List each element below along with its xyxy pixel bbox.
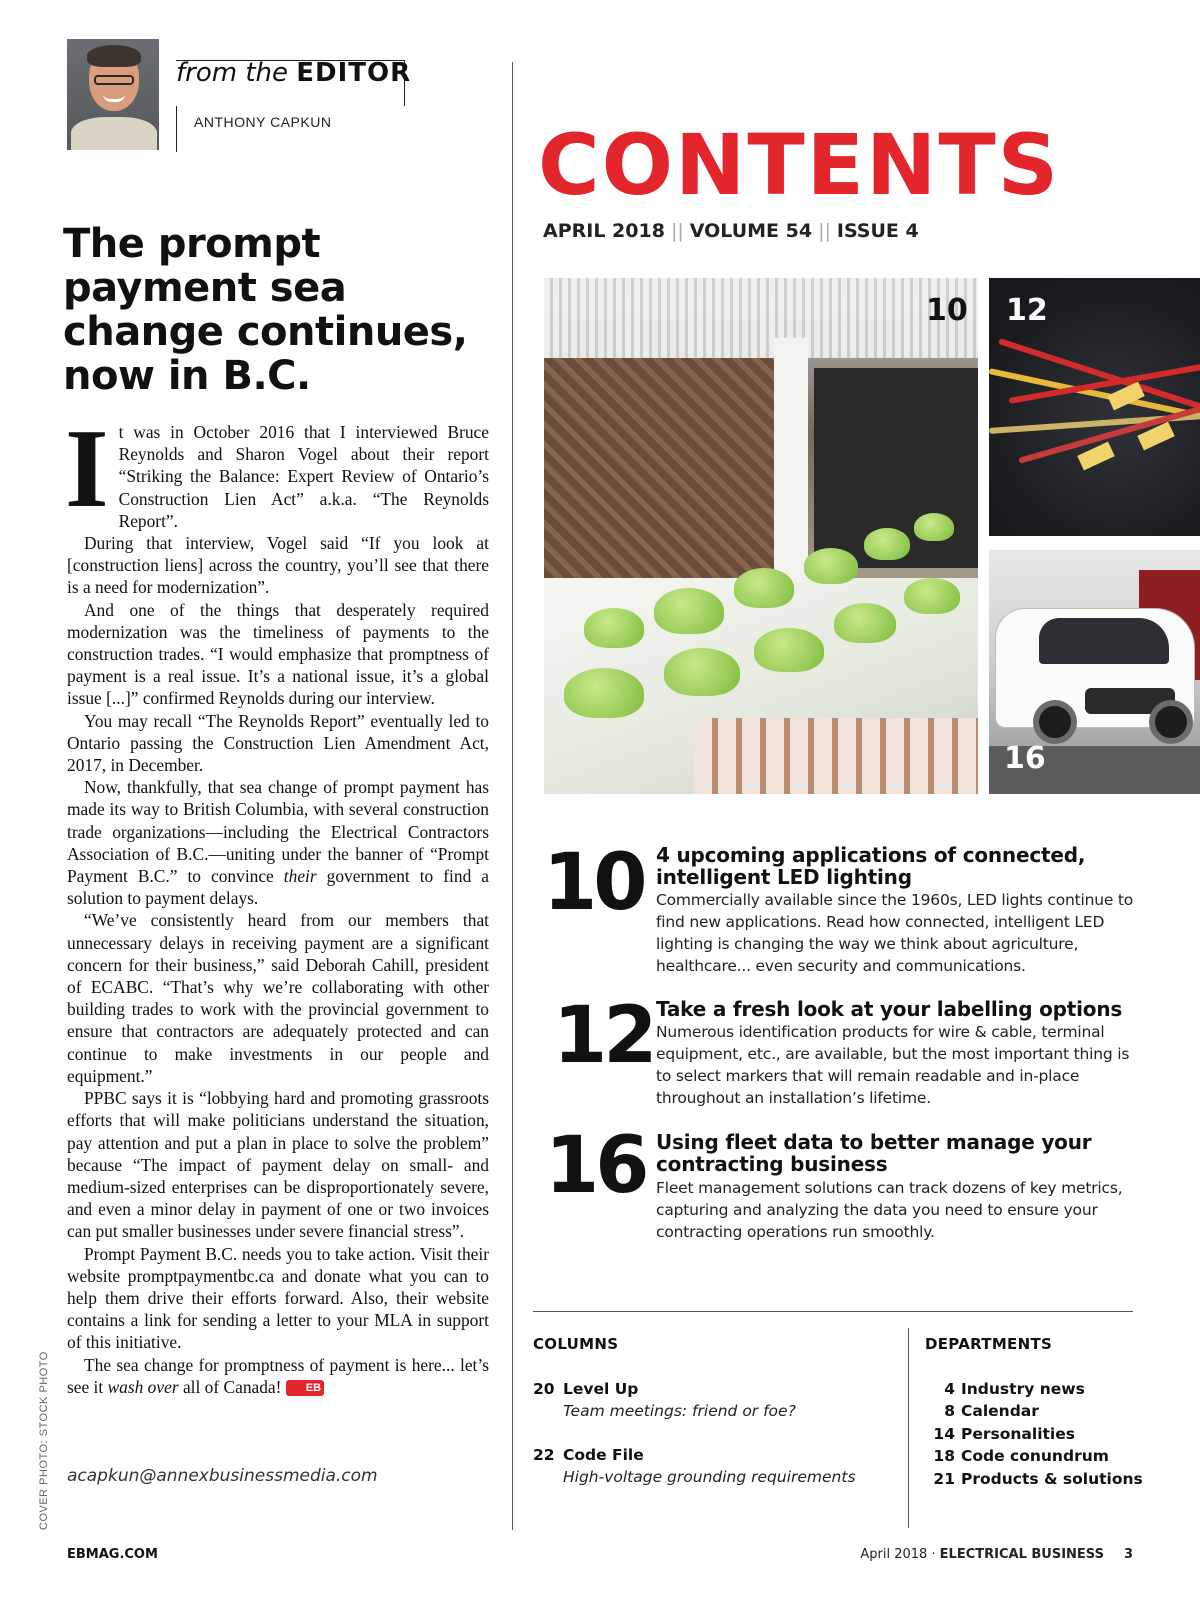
feature-description: Commercially available since the 1960s, LED lights continue to find new applications. Read how connected, intelligent LED lighting is changing the way we think about agriculture, healthcare... even security and communications. (656, 891, 1134, 975)
editor-heading-from: from the (176, 58, 297, 88)
feature-description: Numerous identification products for wire & cable, terminal equipment, etc., are available, but the most important thing is to select markers that will remain readable and in-place throughout an installation’s lifetime. (656, 1023, 1130, 1107)
photo-page-number: 16 (1004, 741, 1046, 776)
editorial-paragraph: The sea change for promptness of payment is here... let’s see it wash over all of Canada! EB (67, 1354, 489, 1397)
page-number: 3 (1123, 1547, 1133, 1562)
editorial-paragraph: “We’ve consistently heard from our members that unnecessary delays in receiving payment are a significant concern for their business,” said Deborah Cahill, president of ECABC. “That’s why we’re collaborating with other building trades to work with the provincial government to ensure that contractors are adequately protected and can continue to make investments in our people and equipment.” (67, 910, 489, 1086)
footer-date: April 2018 · (860, 1547, 940, 1562)
editorial-paragraph: PPBC says it is “lobbying hard and promoting grassroots efforts that will make politicians understand the situation, pay attention and put a plan in place to solve the problem” because “The impact of payment delay on small- and medium-sized enterprises can be disproportionately severe, and even a minor delay in payment of one or two invoices can put smaller businesses under severe financial stress”. (67, 1088, 489, 1242)
column-item[interactable]: 22 Code File High-voltage grounding requirements (533, 1446, 856, 1486)
feature-page-number: 10 (543, 838, 644, 928)
editorial-paragraph: You may recall “The Reynolds Report” eventually led to Ontario passing the Construction Lien Amendment Act, 2017, in December. (67, 710, 489, 776)
editorial-paragraph: And one of the things that desperately required modernization was the timeliness of payments to the construction trades. “I would emphasize that promptness of payment is a real issue. It’s a national issue, it’s a global issue [...]” confirmed Reynolds during our interview. (67, 599, 489, 709)
feature-title-link[interactable]: 4 upcoming applications of connected, intelligent LED lighting (656, 843, 1086, 889)
editorial-paragraph: During that interview, Vogel said “If you look at [construction liens] across the country, you’ll see that there is a need for modernization”. (67, 533, 489, 598)
editor-name: ANTHONY CAPKUN (194, 114, 332, 130)
footer-publication: ELECTRICAL BUSINESS (939, 1547, 1104, 1562)
issue-number: ISSUE 4 (836, 220, 919, 242)
issue-separator: || (818, 220, 831, 242)
columns-heading: COLUMNS (533, 1335, 619, 1353)
editor-name-divider (176, 106, 177, 152)
editorial-paragraph: Prompt Payment B.C. needs you to take action. Visit their website promptpaymentbc.ca and donate what you can to help them drive their efforts forward. Also, their website contains a link for sending a letter to your MLA in support of this initiative. (67, 1243, 489, 1353)
editor-section-heading (176, 58, 411, 88)
contents-divider (533, 1311, 1133, 1312)
departments-list (925, 1378, 1185, 1490)
issue-info (543, 220, 919, 242)
editorial-paragraph: It was in October 2016 that I interviewed Bruce Reynolds and Sharon Vogel about their report “Striking the Balance: Expert Review of Ontario’s Construction Lien Act” a.k.a. “The Reynolds Report”. (65, 407, 489, 531)
feature-photo-fleet-van[interactable] (989, 550, 1200, 794)
issue-separator: || (670, 220, 684, 242)
department-item[interactable]: 4 Industry news (944, 1380, 1085, 1398)
department-item[interactable]: 8 Calendar (944, 1402, 1039, 1421)
editorial-paragraph: Now, thankfully, that sea change of prompt payment has made its way to British Columbia, with several construction trade organizations—including the Electrical Contractors Association of B.C.—uniting under the banner of “Prompt Payment B.C.” to convince their government to find a solution to payment delays. (67, 777, 489, 909)
feature-description: Fleet management solutions can track dozens of key metrics, capturing and analyzing the data you need to ensure your contracting operations run smoothly. (656, 1179, 1123, 1241)
editorial-headline: The prompt payment sea change continues, now in B.C. (63, 221, 468, 399)
feature-title-link[interactable]: Using fleet data to better manage your contracting business (656, 1130, 1092, 1176)
eb-logo-icon: EB (286, 1380, 324, 1396)
department-item[interactable]: 21 Products & solutions (933, 1469, 1143, 1488)
columns-departments-divider (908, 1328, 909, 1528)
drop-cap: I (65, 407, 109, 531)
feature-title-link[interactable]: Take a fresh look at your labelling options (656, 997, 1123, 1021)
departments-heading: DEPARTMENTS (925, 1335, 1053, 1353)
feature-photo-wire-labels[interactable] (989, 278, 1200, 536)
photo-page-number: 10 (926, 293, 968, 328)
editorial-body (65, 407, 489, 1398)
editor-email-link[interactable]: acapkun@annexbusinessmedia.com (67, 1466, 378, 1486)
department-item[interactable]: 14 Personalities (933, 1424, 1075, 1443)
photo-page-number: 12 (1006, 293, 1048, 328)
feature-photo-led-lighting[interactable] (544, 278, 978, 794)
editor-portrait (67, 39, 159, 150)
issue-volume: VOLUME 54 (689, 220, 813, 242)
column-item[interactable]: 20 Level Up Team meetings: friend or foe? (533, 1380, 796, 1420)
footer-publication-info (860, 1547, 1133, 1562)
editor-heading-editor: EDITOR (296, 58, 412, 88)
cover-photo-credit: COVER PHOTO: STOCK PHOTO (38, 1351, 50, 1530)
feature-page-number: 12 (553, 991, 654, 1081)
issue-date: APRIL 2018 (543, 220, 665, 242)
feature-page-number: 16 (545, 1121, 646, 1211)
footer-site-link[interactable]: EBMAG.COM (67, 1547, 158, 1562)
contents-title: CONTENTS (538, 116, 1061, 214)
department-item[interactable]: 18 Code conundrum (933, 1447, 1109, 1466)
column-divider (512, 62, 513, 1530)
